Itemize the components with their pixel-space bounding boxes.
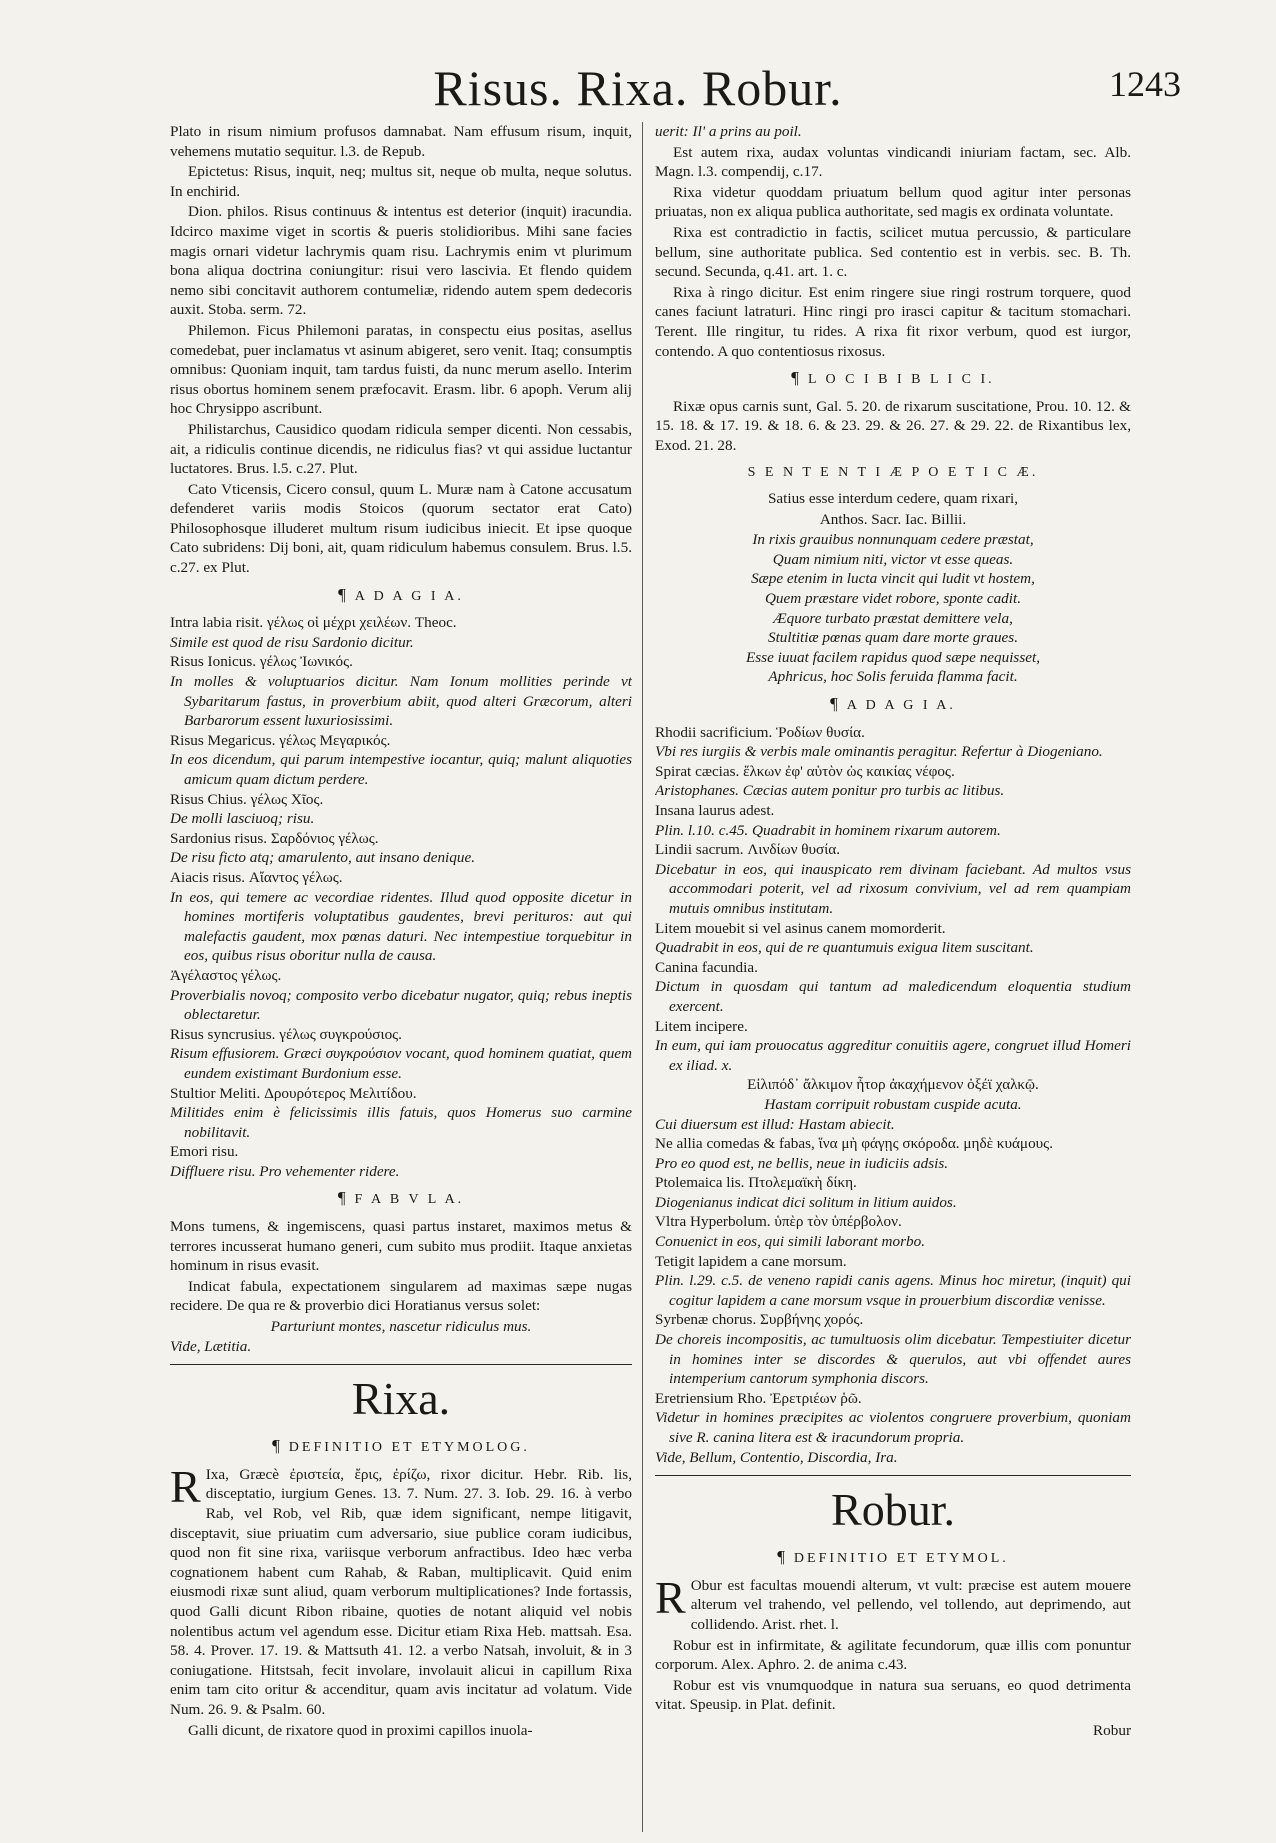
adage-item: Stultior Meliti. Δρουρότερος Μελιτίδου. (170, 1084, 417, 1102)
pilcrow-icon: ¶ (338, 584, 349, 604)
adage-item: Emori risu. (170, 1143, 239, 1161)
adage-item: Aiacis risus. Αἴαντος γέλως. (170, 868, 343, 886)
section-heading-fabula: ¶ F A B V L A. (337, 1188, 465, 1208)
author-entry-philistarchus: Philistarchus, Causidico quodam ridicula semper dicenti. Non cessabis, ait, a ridiculis continue dicendis, ne ridiculus fias? vt qui assidue luctantur luctatores. Brus. l.5. c.27. Plut. (170, 420, 632, 478)
section-rule (170, 1364, 632, 1365)
section-rule (655, 1475, 1131, 1476)
cross-reference: Vide, Bellum, Contentio, Discordia, Ira. (655, 1448, 898, 1466)
running-title: Risus. Rixa. Robur. (433, 60, 843, 116)
robur-definition: R Obur est facultas mouendi alterum, vt vult: præcise est autem mouere alterum vel trahendo, vel pellendo, vel tollendo, aut deprimendo, aut collidendo. Arist. rhet. l. (655, 1571, 1131, 1633)
verse-line: Sæpe etenim in lucta vincit qui ludit vt hostem, (751, 570, 1035, 588)
adage-item: In molles & voluptuarios dicitur. Nam Ionum mollities perinde vt Sybaritarum fastus, in proverbium abiit, quod alteri Græcorum, alteri Barbarorum essent luxuriosissimi. (170, 673, 632, 730)
section-heading-adagia: ¶ A D A G I A. (338, 584, 464, 604)
adage-item: Militides enim è felicissimis illis fatuis, quos Homerus suo carmine nobilitavit. (170, 1104, 632, 1141)
verse-line: Esse iuuat facilem rapidus quod sæpe nequisset, (745, 648, 1041, 666)
adage-item: In eos dicendum, qui parum intempestive iocantur, quiq; malunt aliquoties amicum quam dictum perdere. (170, 751, 632, 788)
pilcrow-icon: ¶ (777, 1547, 788, 1567)
entry-title-robur: Robur. (831, 1484, 955, 1536)
adage-item: Ptolemaica lis. Πτολεμαϊκὴ δίκη. (655, 1174, 857, 1192)
rixa-definition-entry: Rixa videtur quoddam priuatum bellum quod agitur inter personas priuatas, non ex aliqua publica authoritate, sed magis ex ordinata voluntate. (655, 183, 1131, 221)
adage-item: Diffluere risu. Pro vehementer ridere. (170, 1162, 400, 1180)
adage-item: Risus Megaricus. γέλως Μεγαρικός. (170, 731, 391, 749)
right-column (655, 122, 1131, 1822)
adage-item: Eretriensium Rho. Ἐρετριέων ῥῶ. (655, 1389, 862, 1407)
left-column (170, 122, 632, 1822)
adage-item: De choreis incompositis, ac tumultuosis olim dicebatur. Tempestiuiter dicetur in homines inter se discordes & querulos, aut vbi offendet aures intemperium cantorum symphonia discors. (655, 1331, 1131, 1388)
section-heading-adagia: ¶ A D A G I A. (830, 694, 956, 714)
adage-item: Proverbialis novoq; composito verbo dicebatur nugator, quiq; rebus ineptis oblectaretur. (170, 986, 632, 1024)
section-heading-loci-biblici: ¶ L O C I B I B L I C I. (791, 368, 995, 388)
adage-item: Ne allia comedas & fabas, ἵνα μὴ φάγῃς σκόροδα. μηδὲ κυάμους. (655, 1135, 1053, 1153)
adage-item: Risum effusiorem. Græci συγκρούσιον vocant, quod hominem quatiat, quem eundem existimant Burdonium esse. (170, 1045, 632, 1082)
rixa-definition-entry: Est autem rixa, audax voluntas vindicandi iniuriam factam, sec. Alb. Magn. l.3. compendij, c.17. (655, 143, 1131, 181)
sententia-source: Anthos. Sacr. Iac. Billii. (819, 510, 967, 528)
adage-item: Intra labia risit. γέλως οἱ μέχρι χειλέων. Theoc. (170, 614, 457, 632)
verse-line: Quam nimium niti, victor vt esse queas. (772, 550, 1014, 568)
verse-line: Æquore turbato præstat demittere vela, (773, 609, 1013, 627)
rixa-definition: R Ixa, Græcè ἐριστεία, ἔρις, ἐρίζω, rixor dicitur. Hebr. Rib. lis, disceptatio, iurgium Genes. 13. 7. Num. 27. 3. Iob. 29. 16. à verbo Rab, vel Rob, vel Rib, quæ idem significant, nempe litigavit, disceptavit, siue priuatim cum adversario, siue publice coram iudicibus, quod non fit sine rixa, variisque verborum anfractibus. Ideo hæc verba cognationem habent cum Rahab, & Raban, multiplicavit. Quid enim eiusmodi rixæ sunt aliud, quam verborum multiplicationes? Inde fortassis, quod Galli dicunt Ribon ribaine, quoties de notant aliquid vel nobis nolentibus actum vel agendum esse. Dicitur etiam Rixa Heb. mattsah. Esa. 58. 4. Prover. 17. 19. & Mattsuth 41. 12. a verbo Natsah, involuit, & in 3 coniugatione. Hitstsah, fecit involare, involauit alicui in capillum Rixa enim tam cito oritur & accenditur, quam avis incitatur ad volatum. Vide Num. 26. 9. & Psalm. 60. (170, 1460, 632, 1718)
section-heading-sententiae: S E N T E N T I Æ P O E T I C Æ. (747, 464, 1039, 480)
pilcrow-icon: ¶ (830, 694, 841, 714)
adage-item: Ἀγέλαστος γέλως. (170, 966, 282, 984)
adage-item: Lindii sacrum. Λινδίων θυσία. (655, 841, 841, 859)
adage-item: Plin. l.29. c.5. de veneno rapidi canis agens. Minus hoc miretur, (inquit) qui cogitur lapidem a cane morsum vsque in prouerbium discordiæ venisse. (655, 1272, 1131, 1309)
cross-reference: Vide, Lætitia. (170, 1337, 252, 1355)
adage-item: Vbi res iurgiis & verbis male ominantis peragitur. Refertur à Diogeniano. (655, 743, 1103, 761)
adage-item: Cui diuersum est illud: Hastam abiecit. (655, 1115, 895, 1133)
adage-item: Dicebatur in eos, qui inauspicato rem divinam faciebant. Ad multos vsus accommodari poterit, vel ad rixosum convivium, vel ad rem quampiam mutuis omnibus institutam. (655, 860, 1131, 917)
adage-item: Conuenict in eos, qui simili laborant morbo. (655, 1233, 926, 1251)
rixa-definition-end: Galli dicunt, de rixatore quod in proximi capillos inuola- (188, 1721, 533, 1739)
sententia-lead: Satius esse interdum cedere, quam rixari, (767, 490, 1019, 508)
adage-item: Hastam corripuit robustam cuspide acuta. (764, 1095, 1022, 1113)
fabula-verse: Parturiunt montes, nascetur ridiculus mus. (270, 1318, 532, 1336)
adage-item: Litem mouebit si vel asinus canem momorderit. (655, 919, 946, 937)
fabula-moral: Indicat fabula, expectationem singularem ad maximas sæpe nugas recidere. De qua re & proverbio dici Horatianus versus solet: (170, 1277, 632, 1315)
verse-line: Stultitiæ pœnas quam dare morte graues. (767, 629, 1019, 647)
adage-item: Videtur in homines præcipites ac violentos congruere proverbium, quoniam sive R. canina litera est & iracundorum propria. (655, 1409, 1131, 1446)
adage-item: Tetigit lapidem a cane morsum. (655, 1252, 847, 1270)
verse-line: In rixis grauibus nonnunquam cedere præstat, (752, 531, 1034, 549)
adage-item: Diogenianus indicat dici solitum in litium auidos. (655, 1193, 957, 1211)
adage-item: Litem incipere. (655, 1017, 748, 1035)
adage-item: Dictum in quosdam qui tantum ad maledicendum eloquentia studium exercent. (655, 978, 1131, 1015)
rixa-continuation: uerit: Il' a prins au poil. (655, 123, 802, 140)
adage-item: Sardonius risus. Σαρδόνιος γέλως. (170, 829, 379, 847)
adage-item: Quadrabit in eos, qui de re quantumuis exigua litem suscitant. (655, 939, 1034, 957)
adage-item: Εἰλιπόδ᾽ ἄλκιμον ἦτορ ἀκαχήμενον ὀξέϊ χαλκῷ. (747, 1076, 1039, 1094)
author-entry-cato: Cato Vticensis, Cicero consul, quum L. Muræ nam à Catone accusatum defenderet variis modis Stoicos (quorum sectator erat Cato) Philosophosque illuderet multum risum iudicibus iniecit. Et ipse quoque Cato subridens: Dij boni, ait, quam ridiculum habemus consulem. Brus. l.5. c.27. ex Plut. (170, 480, 632, 577)
adage-item: Vltra Hyperbolum. ὑπὲρ τὸν ὑπέρβολον. (655, 1213, 902, 1231)
drop-cap: R (655, 1571, 686, 1623)
page-number: 1243 (1109, 64, 1181, 104)
author-entry-epictetus: Epictetus: Risus, inquit, neq; multus sit, neque ob multa, neque solutus. In enchirid. (170, 163, 632, 200)
adage-item: Plin. l.10. c.45. Quadrabit in hominem rixarum autorem. (655, 821, 1001, 839)
author-entry-philemon: Philemon. Ficus Philemoni paratas, in conspectu eius positas, asellus comedebat, puer inclamatus vt asinum abigeret, sero venit. Itaq; consumptis omnibus: Quoniam inquit, tam tardus fuisti, da nunc merum asello. Interim risus obortus hominem senem præfocavit. Erasm. libr. 6 apoph. Verum alij hoc Chrysippo ascribunt. (170, 321, 632, 418)
robur-definition-entry: Robur est in infirmitate, & agilitate fecundorum, quæ illis com ponuntur corporum. Alex. Aphro. 2. de anima c.43. (655, 1636, 1131, 1674)
adage-item: Canina facundia. (655, 958, 758, 976)
adage-item: Pro eo quod est, ne bellis, neue in iudiciis adsis. (655, 1154, 949, 1172)
loci-biblici-text: Rixæ opus carnis sunt, Gal. 5. 20. de rixarum suscitatione, Prou. 10. 12. & 15. 18. & 17. 19. & 18. 6. & 23. 29. & 26. 27. & 29. 22. de Rixantibus lex, Exod. 21. 28. (655, 397, 1131, 454)
rixa-definition-entry: Rixa est contradictio in factis, scilicet mutua percussio, & particulare bellum, sine authoritate publica. Sed contentio est in verbis. sec. B. Th. secund. Secunda, q.41. art. 1. c. (655, 223, 1131, 281)
adage-item: Simile est quod de risu Sardonio dicitur. (170, 633, 414, 651)
entry-title-rixa: Rixa. (351, 1373, 451, 1425)
adage-item: Risus Ionicus. γέλως Ἰωνικός. (170, 653, 353, 671)
pilcrow-icon: ¶ (337, 1188, 349, 1208)
adage-item: In eos, qui temere ac vecordiae ridentes. Illud quod opposite dicetur in homines mortiferis voluptatibus gaudentes, brevi perituros: aut qui malefactis gaudent, mox pœnas daturi. Nec intempestiue torquebitur in eos, quibus risus oboritur nulla de causa. (170, 888, 632, 965)
adage-item: Aristophanes. Cæcias autem ponitur pro turbis ac litibus. (655, 782, 1005, 800)
drop-cap: R (170, 1460, 201, 1512)
catchword: Robur (1093, 1721, 1131, 1739)
pilcrow-icon: ¶ (272, 1436, 283, 1456)
adage-item: Syrbenæ chorus. Συρβήνης χορός. (655, 1311, 864, 1329)
adage-item: Spirat cæcias. ἕλκων ἐφ' αὑτὸν ὡς καικίας νέφος. (655, 762, 955, 780)
adage-item: Risus Chius. γέλως Χῖος. (170, 790, 324, 808)
rixa-definition-entry: Rixa à ringo dicitur. Est enim ringere siue ringi rostrum torquere, quod canes faciunt latraturi. Hinc ringi pro irasci capitur & tacitum stomachari. Terent. Ille ringitur, tu rides. A rixa fit rixor verbum, quod est iurgor, contendo. A quo contentiosus rixosus. (655, 283, 1131, 360)
author-entry-dion: Dion. philos. Risus continuus & intentus est deterior (inquit) iracundia. Idcirco maxime viget in scortis & pueris stolidioribus. Mihi sane facies magis ornari videtur lachrymis quam risu. Lachrymis enim vt plurimum bona aliqua doctrina coniungitur: risui vero lascivia. Et flendo quidem nemo sibi concitavit authorem contumeliæ, ridendo autem spem dedecoris auxit. Stoba. serm. 72. (170, 203, 632, 319)
adage-item: De risu ficto atq; amarulento, aut insano denique. (170, 849, 475, 867)
adage-item: Insana laurus adest. (655, 802, 775, 819)
column-divider (642, 122, 643, 1832)
adage-item: Rhodii sacrificium. Ῥοδίων θυσία. (655, 723, 865, 741)
verse-line: Aphricus, hoc Solis feruida flamma facit. (768, 668, 1018, 686)
adage-item: In eum, qui iam prouocatus aggreditur conuitiis agere, congruet illud Homeri ex iliad. x. (655, 1037, 1131, 1074)
section-heading-definitio: ¶ DEFINITIO ET ETYMOLOG. (272, 1436, 530, 1456)
robur-definition-entry: Robur est vis vnumquodque in natura sua seruans, eo quod detrimenta vitat. Speusip. in Plat. definit. (655, 1676, 1131, 1714)
adage-item: Risus syncrusius. γέλως συγκρούσιος. (170, 1025, 402, 1043)
adage-item: De molli lasciuoq; risu. (170, 810, 315, 828)
section-heading-definitio: ¶ DEFINITIO ET ETYMOL. (777, 1547, 1009, 1567)
author-entry-plato: Plato in risum nimium profusos damnabat. Nam effusum risum, inquit, vehemens mutatio sequitur. l.3. de Repub. (170, 123, 632, 160)
fabula-text: Mons tumens, & ingemiscens, quasi partus instaret, maximos metus & terrores incusserat humano generi, cum subito mus prodiit. Itaque anxietas hominum in risus evasit. (170, 1218, 632, 1275)
verse-line: Quem præstare videt robore, sponte cadit. (764, 590, 1022, 608)
pilcrow-icon: ¶ (791, 368, 802, 388)
